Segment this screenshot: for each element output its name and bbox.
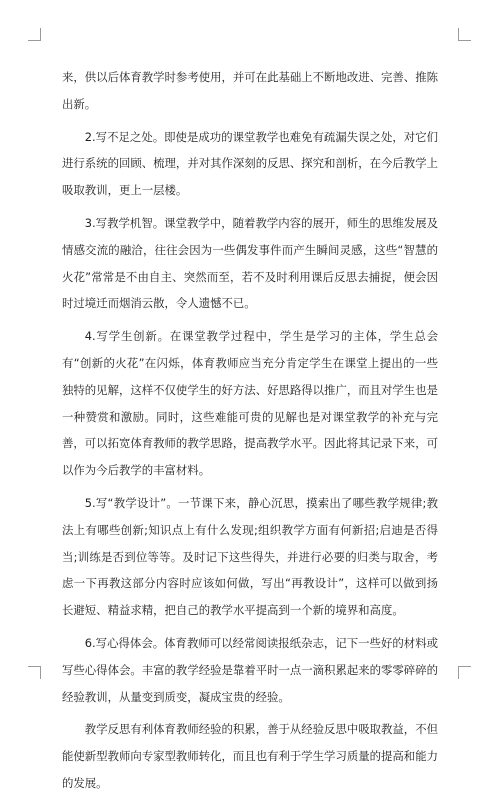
corner-mark-top-right [458, 28, 471, 41]
paragraph-teaching-design: 5.写“教学设计”。一节课下来，静心沉思，摸索出了哪些教学规律;教法上有哪些创新;知识点上有什么发现;组织教学方面有何新招;启迪是否得当;训练是否到位等等。及时记下这些得失，并进行必要的归类与取舍，考虑一下再教这部分内容时应该如何做，写出“再教设计”，这样可以做到扬长避短、精益求精，把自己的教学水平提高到一个新的境界和高度。 [62, 495, 438, 618]
paragraph-continuation: 来，供以后体育教学时参考使用，并可在此基础上不断地改进、完善、推陈出新。 [62, 70, 438, 111]
corner-mark-bottom-right [458, 666, 471, 679]
corner-mark-top-left [28, 28, 41, 41]
paragraph-write-shortcomings: 2.写不足之处。即使是成功的课堂教学也难免有疏漏失误之处，对它们进行系统的回顾、梳理，并对其作深刻的反思、探究和剖析，在今后教学上吸取教训，更上一层楼。 [62, 129, 438, 198]
paragraph-conclusion: 教学反思有利体育教师经验的积累，善于从经验反思中吸取教益，不但能使新型教师向专家型教师转化，而且也有利于学生学习质量的提高和能力的发展。 [62, 722, 438, 790]
paragraph-experience: 6.写心得体会。体育教师可以经常阅读报纸杂志，记下一些好的材料或写些心得体会。丰富的教学经验是靠着平时一点一滴积累起来的零零碎碎的经验教训，从量变到质变，凝成宝贵的经验。 [62, 635, 438, 704]
corner-mark-bottom-left [28, 666, 41, 679]
paragraph-student-innovation: 4.写学生创新。在课堂教学过程中，学生是学习的主体，学生总会有“创新的火花”在闪烁，体育教师应当充分肯定学生在课堂上提出的一些独特的见解，这样不仅使学生的好方法、好思路得以推广，而且对学生也是一种赞赏和激励。同时，这些难能可贵的见解也是对课堂教学的补充与完善，可以拓宽体育教师的教学思路，提高教学水平。因此将其记录下来，可以作为今后教学的丰富材料。 [62, 329, 438, 478]
document-body [62, 64, 438, 803]
paragraph-teaching-wit: 3.写教学机智。课堂教学中，随着教学内容的展开，师生的思维发展及情感交流的融洽，往往会因为一些偶发事件而产生瞬间灵感，这些“智慧的火花”常常是不由自主、突然而至，若不及时利用课后反思去捕捉，便会因时过境迁而烟消云散，令人遗憾不已。 [62, 215, 438, 311]
